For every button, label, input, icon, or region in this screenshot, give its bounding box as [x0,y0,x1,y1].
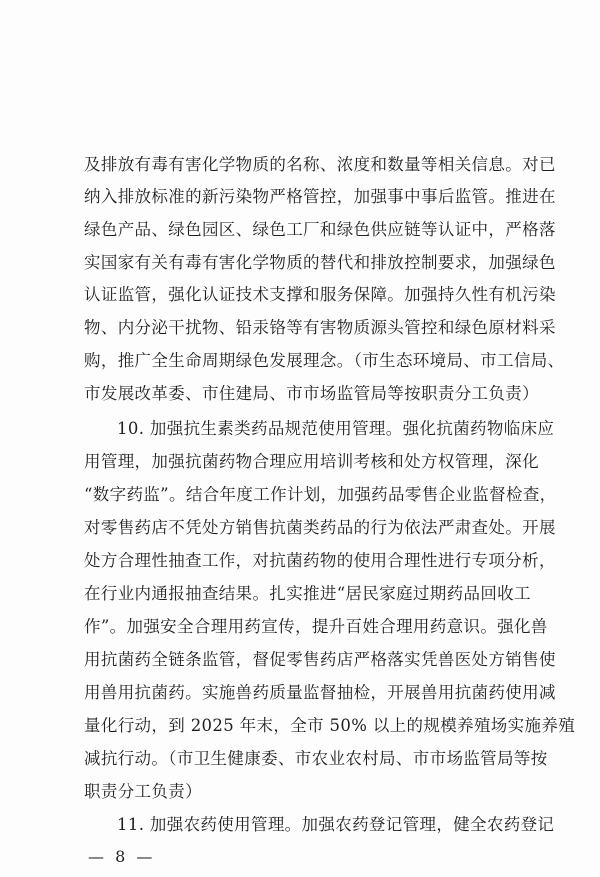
body-line: 作”。加强安全合理用药宣传，提升百姓合理用药意识。强化兽 [84,617,548,636]
body-line: “数字药监”。结合年度工作计划，加强药品零售企业监督检查， [84,485,557,504]
body-line: 纳入排放标准的新污染物严格管控，加强事中事后监管。推进在 [84,187,556,206]
body-line: 认证监管，强化认证技术支撑和服务保障。加强持久性有机污染 [84,285,556,304]
section-heading-11: 11. 加强农药使用管理。加强农药登记管理，健全农药登记 [117,815,555,834]
body-line: 处方合理性抽查工作，对抗菌药物的使用合理性进行专项分析， [84,551,556,570]
body-line: 用管理，加强抗菌药物合理应用培训考核和处方权管理，深化 [84,452,539,471]
body-line: 对零售药店不凭处方销售抗菌类药品的行为依法严肃查处。开展 [84,518,556,537]
body-line: 物、内分泌干扰物、铅汞铬等有害物质源头管控和绿色原材料采 [84,318,556,337]
body-line: 用兽用抗菌药。实施兽药质量监督抽检，开展兽用抗菌药使用减 [84,683,556,702]
body-line: 用抗菌药全链条监管，督促零售药店严格落实凭兽医处方销售使 [84,650,556,669]
section-heading-10: 10. 加强抗生素类药品规范使用管理。强化抗菌药物临床应 [117,419,555,438]
page-number: — 8 — [88,847,156,866]
body-line: 绿色产品、绿色园区、绿色工厂和绿色供应链等认证中，严格落 [84,220,556,239]
body-line: 减抗行动。（市卫生健康委、市农业农村局、市市场监管局等按 [84,749,548,768]
body-line: 量化行动，到 2025 年末，全市 50% 以上的规模养殖场实施养殖 [84,716,576,735]
body-line: 实国家有关有毒有害化学物质的替代和排放控制要求，加强绿色 [84,253,556,272]
body-line: 在行业内通报抽查结果。扎实推进“居民家庭过期药品回收工 [84,584,531,603]
body-line: 职责分工负责） [84,782,202,801]
body-line: 市发展改革委、市住建局、市市场监管局等按职责分工负责） [84,384,539,403]
body-line: 及排放有毒有害化学物质的名称、浓度和数量等相关信息。对已 [84,155,556,174]
body-line: 购，推广全生命周期绿色发展理念。（市生态环境局、市工信局、 [84,351,565,370]
